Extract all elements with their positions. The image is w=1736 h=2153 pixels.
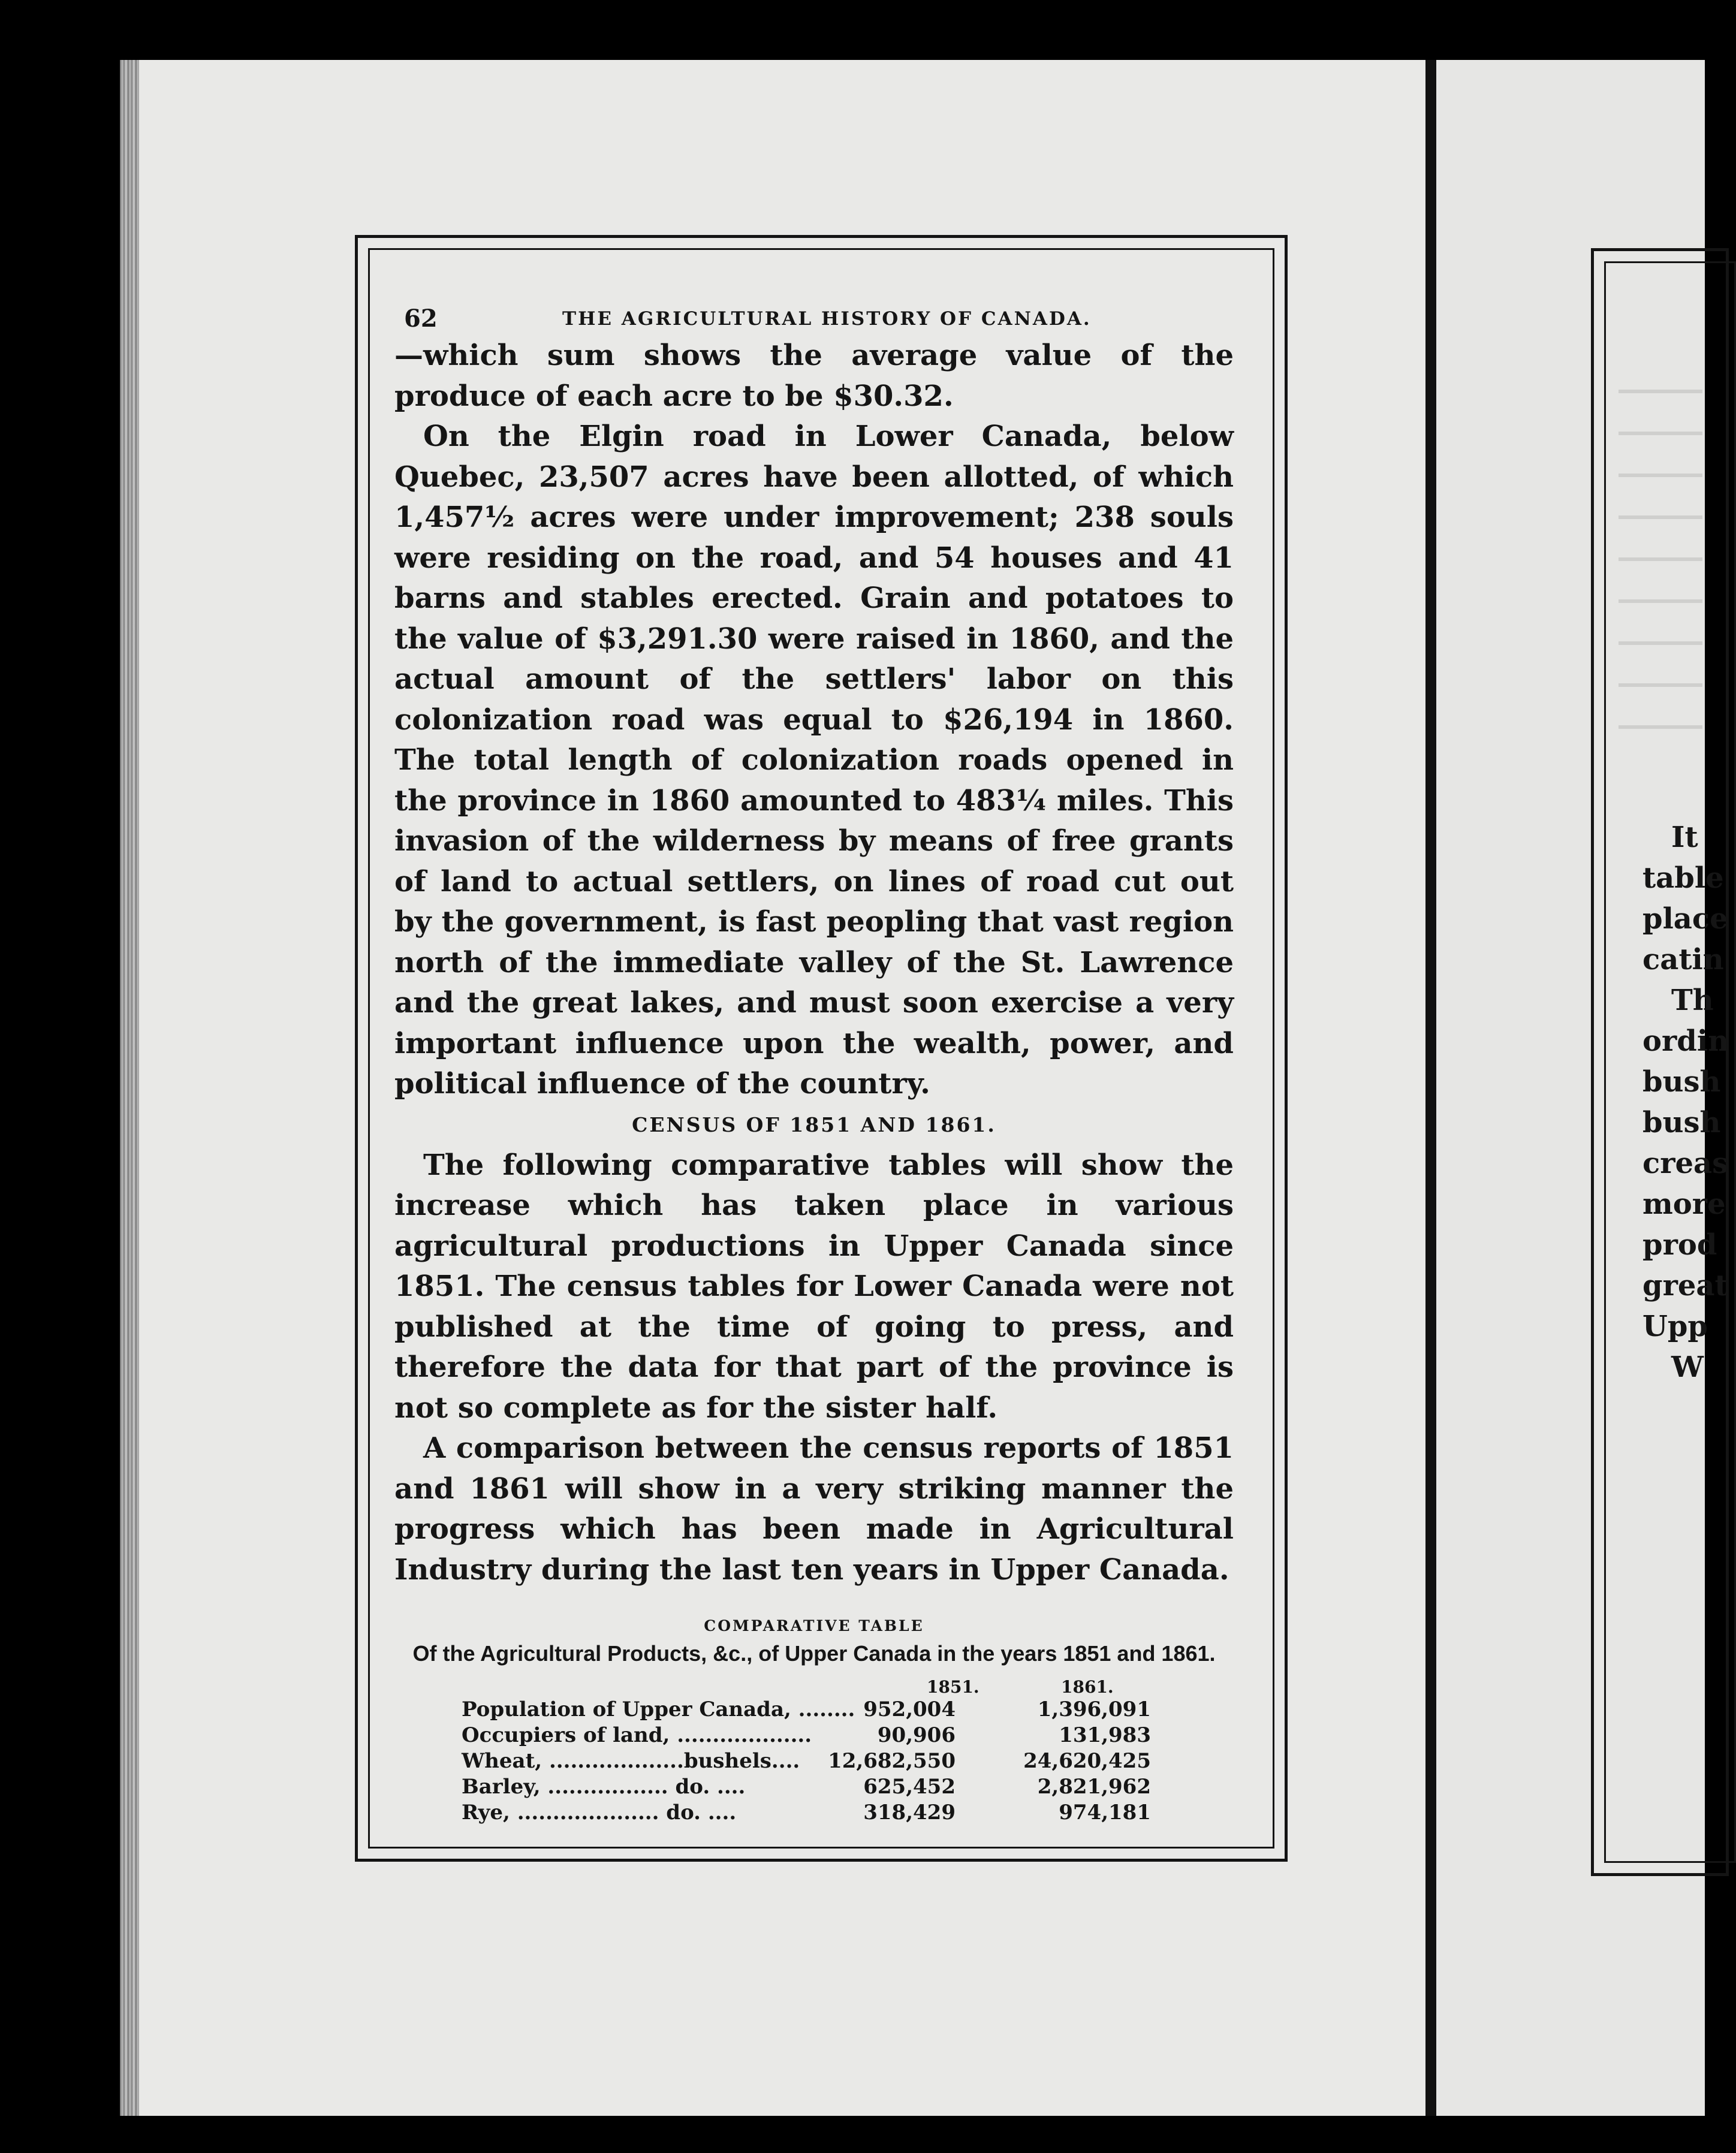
faded-line xyxy=(1619,683,1702,687)
table-row xyxy=(462,1723,1151,1748)
right-page-fragment: great xyxy=(1642,1269,1728,1302)
table-row xyxy=(462,1748,1151,1774)
table-row xyxy=(462,1697,1151,1723)
faded-line xyxy=(1619,390,1702,393)
right-page-fragment: catin xyxy=(1642,943,1724,976)
row-label: Wheat, ...................bushels.... xyxy=(462,1749,800,1773)
faded-line xyxy=(1619,515,1702,519)
faded-line xyxy=(1619,725,1702,729)
paragraph-census-comparison: A comparison between the census reports of 1851 and 1861 will show in a very striking manner the progress which has been made in Agricultural Industry during the last ten years in Upper Canada. xyxy=(394,1431,1234,1587)
value-1861: 2,821,962 xyxy=(1037,1775,1151,1799)
row-label: Barley, ................. do. .... xyxy=(462,1775,746,1799)
right-page-fragment: It xyxy=(1671,821,1698,854)
value-1851: 952,004 xyxy=(863,1697,956,1721)
column-header-1861: 1861. xyxy=(1061,1677,1114,1697)
comparative-table xyxy=(462,1669,1151,1826)
page-number: 62 xyxy=(404,304,438,333)
row-label: Rye, .................... do. .... xyxy=(462,1801,737,1825)
value-1861: 1,396,091 xyxy=(1037,1697,1151,1721)
faded-line xyxy=(1619,432,1702,435)
paragraph-comparative-tables: The following comparative tables will show the increase which has taken place in various agricultural productions in Upper Canada since 1851. The census tables for Lower Canada were not published at the time of going to press, and therefore the data for that part of the province is not so complete as for the sister half. xyxy=(394,1148,1234,1425)
right-page-fragment: creas xyxy=(1642,1147,1729,1180)
right-page-fragment: bush xyxy=(1642,1106,1721,1139)
faded-line xyxy=(1619,557,1702,561)
right-page-fragment: bush xyxy=(1642,1065,1721,1099)
table-caption: Of the Agricultural Products, &c., of Upper Canada in the years 1851 and 1861. xyxy=(412,1641,1216,1666)
right-page-fragment: Upp xyxy=(1642,1310,1708,1343)
faded-line xyxy=(1619,599,1702,603)
table-heading: COMPARATIVE TABLE xyxy=(704,1617,924,1635)
right-page-fragment: more xyxy=(1642,1187,1726,1221)
value-1851: 625,452 xyxy=(863,1775,956,1799)
value-1851: 318,429 xyxy=(863,1801,956,1825)
right-page-fragment: place xyxy=(1642,902,1728,936)
right-page-fragment: ordin xyxy=(1642,1024,1729,1058)
value-1861: 24,620,425 xyxy=(1023,1749,1151,1773)
paragraph-elgin-road: On the Elgin road in Lower Canada, below Quebec, 23,507 acres have been allotted, of which 1,457½ acres were under improvement; 238 souls were residing on the road, and 54 houses and 41 barns and stables erected. Grain and potatoes to the value of $3,291.30 were raised in 1860, and the actual amount of the settlers' labor on this colonization road was equal to $26,194 in 1860. The total length of colonization roads opened in the province in 1860 amounted to 483¼ miles. This invasion of the wilderness by means of free grants of land to actual settlers, on lines of road cut out by the government, is fast peopling that vast region north of the immediate valley of the St. Lawrence and the great lakes, and must soon exercise a very important influence upon the wealth, power, and political influence of the country. xyxy=(394,420,1234,1100)
table-row xyxy=(462,1800,1151,1826)
faded-line xyxy=(1619,474,1702,477)
faded-line xyxy=(1619,641,1702,645)
text-column xyxy=(394,294,1234,1826)
section-heading: CENSUS OF 1851 AND 1861. xyxy=(632,1112,996,1136)
right-page-fragment: table xyxy=(1642,861,1724,895)
running-head xyxy=(394,294,1234,336)
value-1861: 974,181 xyxy=(1059,1801,1151,1825)
row-label: Population of Upper Canada, ........ xyxy=(462,1697,855,1721)
right-page-fragment: prod xyxy=(1642,1228,1717,1262)
right-page-fragment: W xyxy=(1671,1350,1704,1384)
value-1851: 90,906 xyxy=(877,1723,956,1747)
book-gutter xyxy=(1425,60,1436,2116)
value-1851: 12,682,550 xyxy=(828,1749,956,1773)
running-title: THE AGRICULTURAL HISTORY OF CANADA. xyxy=(562,308,1092,330)
right-page-fragment: Th xyxy=(1671,984,1714,1017)
table-header-row xyxy=(462,1669,1151,1697)
paragraph-continued: —which sum shows the average value of the produce of each acre to be $30.32. xyxy=(394,339,1234,413)
value-1861: 131,983 xyxy=(1059,1723,1151,1747)
table-row xyxy=(462,1774,1151,1800)
row-label: Occupiers of land, ................... xyxy=(462,1723,812,1747)
column-header-1851: 1851. xyxy=(927,1677,979,1697)
